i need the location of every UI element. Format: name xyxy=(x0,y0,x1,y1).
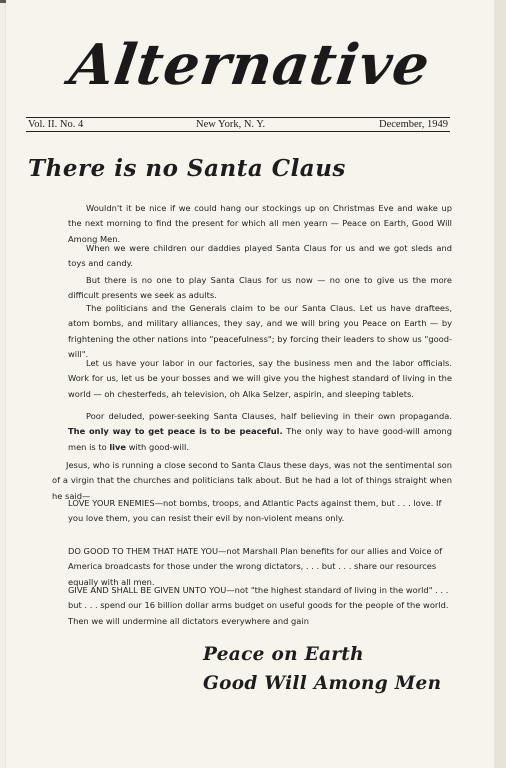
bold-statement: The only way to get peace is to be peaceful. xyxy=(68,426,283,437)
place: New York, N. Y. xyxy=(196,119,266,130)
teaching-do-good: DO GOOD TO THEM THAT HATE YOU—not Marshall Plan benefits for our allies and Voice of America broadcasts for those under the wrong dictators, . . . but . . . share our resources equally with all men. xyxy=(68,546,443,587)
bold-word-live: live xyxy=(109,441,127,452)
teaching-love-your-enemies: LOVE YOUR ENEMIES—not bombs, troops, and Atlantic Pacts against them, but . . . love. If you love them, you can resist their evil by non-violent means only. xyxy=(68,498,442,524)
article-headline: There is no Santa Claus xyxy=(28,155,346,182)
paragraph: The politicians and the Generals claim to be our Santa Claus. Let us have draftees, atom bombs, and military alliances, they say, and we will bring you Peace on Earth — by frightening the other nations into "peacefulness"; by forcing their leaders to show us "good-will". xyxy=(68,303,452,360)
closing-line-2: Good Will Among Men xyxy=(203,673,442,694)
volume-number: Vol. II. No. 4 xyxy=(28,119,84,130)
paragraph-mid: The only way to have good-will among men is to xyxy=(68,426,453,452)
closing-line-1: Peace on Earth xyxy=(203,644,364,665)
page-right-edge xyxy=(494,0,506,768)
masthead-title: Alternative xyxy=(65,32,435,98)
paragraph-peace xyxy=(68,409,452,455)
paragraph-tail: with good-will. xyxy=(128,441,189,452)
paragraph: When we were children our daddies played Santa Claus for us and we got sleds and toys and candy. xyxy=(68,243,452,269)
issue-date: December, 1949 xyxy=(379,119,448,130)
teaching-give: GIVE AND SHALL BE GIVEN UNTO YOU—not "the highest standard of living in the world" . . . but . . . spend our 16 billion dollar arms budget on useful goods for the people of the world. Then we will undermine all dictators everywhere and gain xyxy=(68,585,449,626)
paragraph: Let us have your labor in our factories, say the business men and the labor officials. Work for us, let us be your bosses and we will give you the highest standard of living in the world — oh chesterfeds, ah television, oh Alka Selzer, aspirin, and sleeping tablets. xyxy=(68,358,452,399)
paragraph-lead: Poor deluded, power-seeking Santa Clauses, half believing in their own propaganda. xyxy=(86,411,452,421)
masthead-rule-bottom xyxy=(26,131,450,132)
paragraph: But there is no one to play Santa Claus for us now — no one to give us the more difficult presents we seek as adults. xyxy=(68,275,452,301)
paragraph: Wouldn't it be nice if we could hang our stockings up on Christmas Eve and wake up the next morning to find the present for which all men yearn — Peace on Earth, Good Will Among Men. xyxy=(68,203,452,244)
paragraph-jesus: Jesus, who is running a close second to Santa Claus these days, was not the sentimental son of a virgin that the churches and politicians talk about. But he had a lot of things straight when he said— xyxy=(52,460,452,501)
dateline xyxy=(26,118,450,131)
